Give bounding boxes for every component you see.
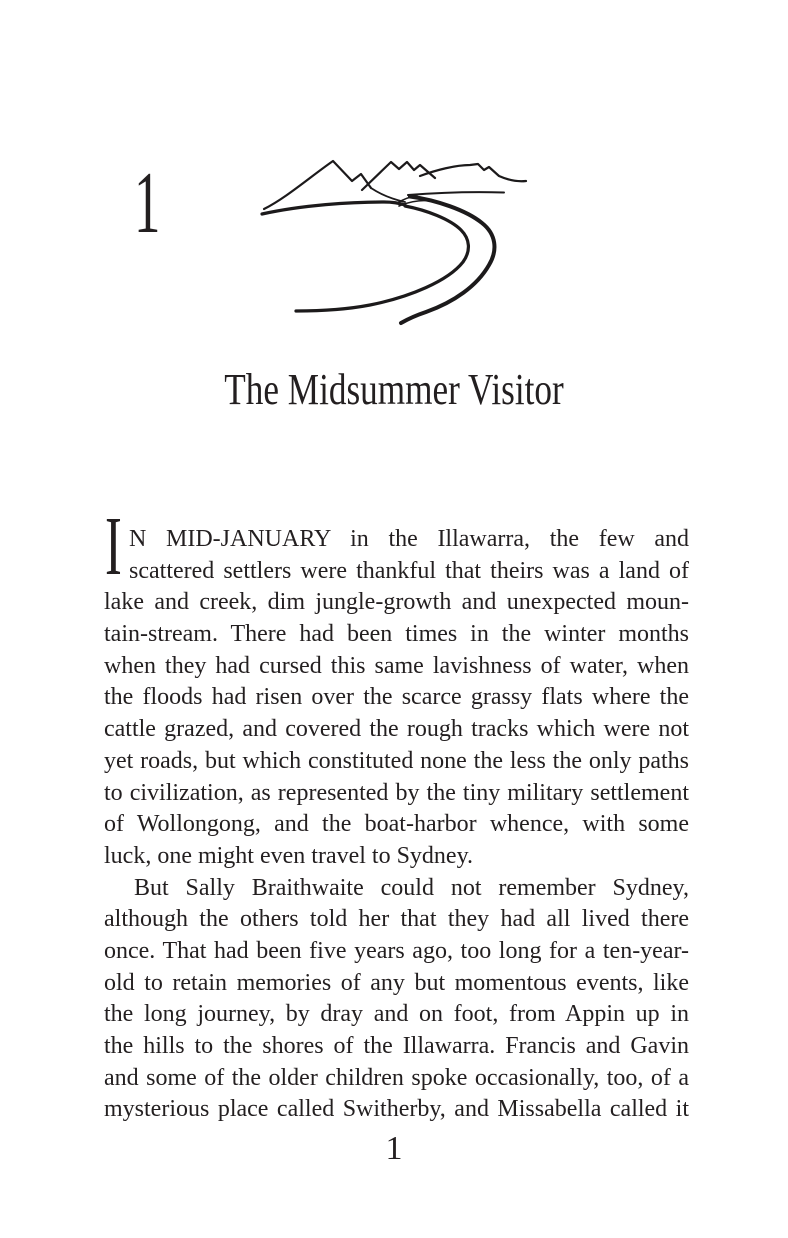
paragraph [104,524,689,873]
body-line: scattered settlers were thankful that theirs was a land of [129,557,689,584]
mountains-winding-road-illustration [258,150,538,330]
paragraphs [104,524,689,1126]
body-line: yet roads, but which constituted none the less the only paths [104,747,689,774]
body-line: and some of the older children spoke occasionally, too, of a [104,1064,689,1091]
body-line: old to retain memories of any but momentous events, like [104,969,689,996]
body-line: the floods had risen over the scarce grassy flats where the [104,684,689,711]
body-line: luck, one might even travel to Sydney. [104,842,474,869]
page-number: 1 [385,1130,403,1167]
drop-cap: I [105,500,122,593]
body-line: mysterious place called Switherby, and Missabella called it [104,1096,689,1123]
body-line: tain-stream. There had been times in the winter months [104,621,689,648]
body-line: the long journey, by dray and on foot, from Appin up in [104,1001,689,1028]
body-line: once. That had been five years ago, too long for a ten-year- [104,937,689,964]
chapter-title: The Midsummer Visitor [224,365,564,414]
body-line: N MID-JANUARY in the Illawarra, the few and [129,526,689,552]
body-line: although the others told her that they had all lived there [104,906,689,933]
body-text [104,500,689,1126]
body-line: to civilization, as represented by the tiny military settlement [104,779,689,806]
body-line: when they had cursed this same lavishness of water, when [104,652,689,679]
paragraph [104,873,689,1127]
body-line: But Sally Braithwaite could not remember Sydney, [134,874,689,901]
body-line: lake and creek, dim jungle-growth and unexpected moun- [104,589,689,616]
chapter-number: 1 [134,155,161,252]
body-line: the hills to the shores of the Illawarra. Francis and Gavin [104,1033,689,1059]
body-line: of Wollongong, and the boat-harbor whence, with some [104,811,689,838]
body-line: cattle grazed, and covered the rough tracks which were not [104,716,689,743]
